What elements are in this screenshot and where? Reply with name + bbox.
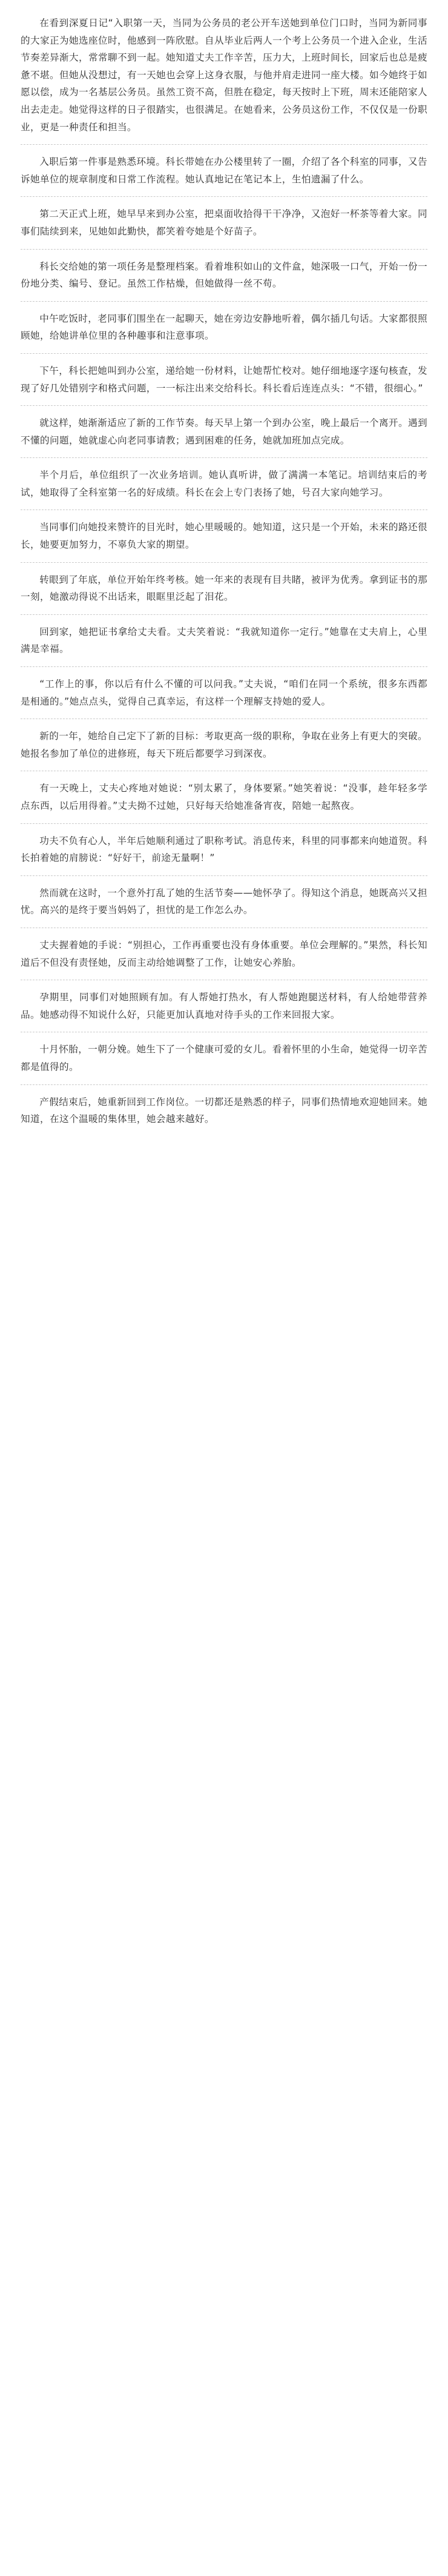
article-paragraph: 第二天正式上班，她早早来到办公室，把桌面收拾得干干净净，又泡好一杯茶等着大家。同事们陆续到来，见她如此勤快，都笑着夸她是个好苗子。 bbox=[21, 208, 427, 237]
article-paragraph: 然而就在这时，一个意外打乱了她的生活节奏——她怀孕了。得知这个消息，她既高兴又担忧。高兴的是终于要当妈妈了，担忧的是工作怎么办。 bbox=[21, 887, 427, 916]
article-paragraph: 当同事们向她投来赞许的目光时，她心里暖暖的。她知道，这只是一个开始，未来的路还很长，她要更加努力，不辜负大家的期望。 bbox=[21, 522, 427, 551]
paragraph-divider bbox=[21, 249, 427, 250]
article-paragraph: 回到家，她把证书拿给丈夫看。丈夫笑着说：“我就知道你一定行。”她靠在丈夫肩上，心里满是幸福。 bbox=[21, 626, 427, 655]
article-paragraph: 下午，科长把她叫到办公室，递给她一份材料，让她帮忙校对。她仔细地逐字逐句核查，发现了好几处错别字和格式问题，一一标注出来交给科长。科长看后连连点头：“不错，很细心。” bbox=[21, 365, 427, 394]
article-paragraph: “工作上的事，你以后有什么不懂的可以问我。”丈夫说，“咱们在同一个系统，很多东西都是相通的。”她点点头，觉得自己真幸运，有这样一个理解支持她的爱人。 bbox=[21, 679, 427, 707]
paragraph-divider bbox=[21, 353, 427, 354]
paragraph-divider bbox=[21, 405, 427, 406]
article-paragraph: 就这样，她渐渐适应了新的工作节奏。每天早上第一个到办公室，晚上最后一个离开。遇到不懂的问题，她就虚心向老同事请教；遇到困难的任务，她就加班加点完成。 bbox=[21, 417, 427, 446]
paragraph-divider bbox=[21, 614, 427, 615]
paragraph-divider bbox=[21, 562, 427, 563]
article-paragraph: 转眼到了年底，单位开始年终考核。她一年来的表现有目共睹，被评为优秀。拿到证书的那一刻，她激动得说不出话来，眼眶里泛起了泪花。 bbox=[21, 574, 427, 603]
paragraph-divider bbox=[21, 196, 427, 197]
paragraph-divider bbox=[21, 666, 427, 667]
article-paragraph: 功夫不负有心人，半年后她顺利通过了职称考试。消息传来，科里的同事都来向她道贺。科长拍着她的肩膀说：“好好干，前途无量啊！” bbox=[21, 835, 427, 864]
article-paragraph: 半个月后，单位组织了一次业务培训。她认真听讲，做了满满一本笔记。培训结束后的考试，她取得了全科室第一名的好成绩。科长在会上专门表扬了她，号召大家向她学习。 bbox=[21, 470, 427, 498]
article-paragraph: 孕期里，同事们对她照顾有加。有人帮她打热水，有人帮她跑腿送材料，有人给她带营养品。她感动得不知说什么好，只能更加认真地对待手头的工作来回报大家。 bbox=[21, 992, 427, 1020]
paragraph-divider bbox=[21, 301, 427, 302]
article-paragraph: 新的一年，她给自己定下了新的目标：考取更高一级的职称，争取在业务上有更大的突破。她报名参加了单位的进修班，每天下班后都要学习到深夜。 bbox=[21, 731, 427, 759]
article-paragraph: 入职后第一件事是熟悉环境。科长带她在办公楼里转了一圈，介绍了各个科室的同事，又告诉她单位的规章制度和日常工作流程。她认真地记在笔记本上，生怕遗漏了什么。 bbox=[21, 156, 427, 185]
article-paragraph: 在看到深夏日记“入职第一天，当同为公务员的老公开车送她到单位门口时，当同为新同事的大家正为她选座位时，他感到一阵欣慰。自从毕业后两人一个考上公务员一个进入企业，生活节奏差异渐大，常常聊不到一起。她知道丈夫工作辛苦，压力大，上班时间长，回家后也总是疲惫不堪。但她从没想过，有一天她也会穿上这身衣服，与他并肩走进同一座大楼。如今她终于如愿以偿，成为一名基层公务员。虽然工资不高，但胜在稳定，每天按时上下班，周末还能陪家人出去走走。她觉得这样的日子很踏实，也很满足。在她看来，公务员这份工作，不仅仅是一份职业，更是一种责任和担当。 bbox=[21, 18, 427, 133]
paragraph-divider bbox=[21, 1084, 427, 1085]
article-paragraph: 科长交给她的第一项任务是整理档案。看着堆积如山的文件盒，她深吸一口气，开始一份一份地分类、编号、登记。虽然工作枯燥，但她做得一丝不苟。 bbox=[21, 261, 427, 290]
article-paragraph: 十月怀胎，一朝分娩。她生下了一个健康可爱的女儿。看着怀里的小生命，她觉得一切辛苦都是值得的。 bbox=[21, 1044, 427, 1072]
paragraph-divider bbox=[21, 875, 427, 876]
article-paragraph: 产假结束后，她重新回到工作岗位。一切都还是熟悉的样子，同事们热情地欢迎她回来。她知道，在这个温暖的集体里，她会越来越好。 bbox=[21, 1096, 427, 1125]
article-paragraph: 中午吃饭时，老同事们围坐在一起聊天，她在旁边安静地听着，偶尔插几句话。大家都很照顾她，给她讲单位里的各种趣事和注意事项。 bbox=[21, 313, 427, 342]
paragraph-divider bbox=[21, 457, 427, 458]
article-paragraph: 丈夫握着她的手说：“别担心，工作再重要也没有身体重要。单位会理解的。”果然，科长知道后不但没有责怪她，反而主动给她调整了工作，让她安心养胎。 bbox=[21, 939, 427, 968]
paragraph-divider bbox=[21, 823, 427, 824]
article-paragraph: 有一天晚上，丈夫心疼地对她说：“别太累了，身体要紧。”她笑着说：“没事，趁年轻多学点东西，以后用得着。”丈夫拗不过她，只好每天给她准备宵夜，陪她一起熬夜。 bbox=[21, 783, 427, 811]
paragraph-divider bbox=[21, 144, 427, 145]
